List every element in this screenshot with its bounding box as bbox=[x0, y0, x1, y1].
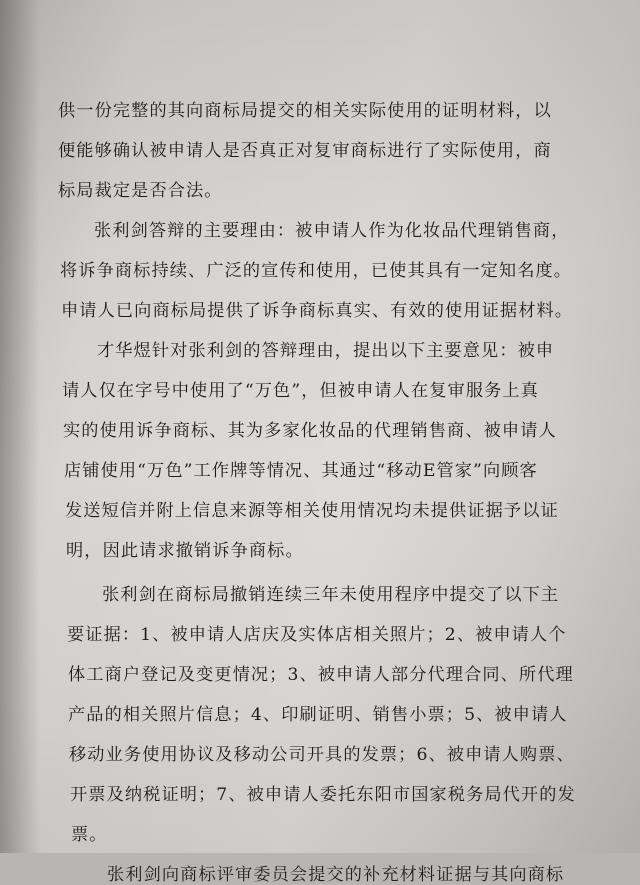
paragraph-line: 请人仅在字号中使用了“万色”，但被申请人在复审服务上真 bbox=[62, 381, 539, 401]
paragraph-line: 张利剑答辩的主要理由：被申请人作为化妆品代理销售商， bbox=[94, 221, 570, 241]
paragraph-line: 申请人已向商标局提供了诉争商标真实、有效的使用证据材料。 bbox=[61, 301, 574, 321]
paragraph-line: 移动业务使用协议及移动公司开具的发票；6、被申请人购票、 bbox=[69, 745, 575, 765]
paragraph-line: 张利剑向商标评审委员会提交的补充材料证据与其向商标 bbox=[107, 865, 565, 885]
paragraph-line: 将诉争商标持续、广泛的宣传和使用，已使其具有一定知名度。 bbox=[60, 261, 573, 281]
paragraph-line: 张利剑在商标局撤销连续三年未使用程序中提交了以下主 bbox=[102, 585, 560, 605]
paragraph-line: 才华煜针对张利剑的答辩理由，提出以下主要意见：被申 bbox=[97, 341, 555, 361]
paragraph-line: 便能够确认被申请人是否真正对复审商标进行了实际使用，商 bbox=[58, 141, 552, 161]
paragraph-line: 产品的相关照片信息；4、印刷证明、销售小票；5、被申请人 bbox=[68, 705, 568, 725]
paragraph-line: 票。 bbox=[71, 825, 108, 845]
paragraph-line: 实的使用诉争商标、其为多家化妆品的代理销售商、被申请人 bbox=[63, 421, 557, 441]
paragraph-line: 开票及纳税证明；7、被申请人委托东阳市国家税务局代开的发 bbox=[70, 785, 576, 805]
paragraph-line: 供一份完整的其向商标局提交的相关实际使用的证明材料，以 bbox=[58, 101, 552, 121]
paragraph-line: 发送短信并附上信息来源等相关使用情况均未提供证据予以证 bbox=[65, 501, 559, 521]
paragraph-line: 店铺使用“万色”工作牌等情况、其通过“移动E管家”向顾客 bbox=[64, 461, 538, 481]
paragraph-line: 要证据：1、被申请人店庆及实体店相关照片；2、被申请人个 bbox=[67, 625, 567, 645]
page-shadow bbox=[0, 0, 40, 853]
paragraph-line: 明，因此请求撤销诉争商标。 bbox=[66, 541, 304, 561]
paragraph-line: 标局裁定是否合法。 bbox=[58, 181, 223, 201]
paragraph-line: 体工商户登记及变更情况；3、被申请人部分代理合同、所代理 bbox=[68, 665, 574, 685]
